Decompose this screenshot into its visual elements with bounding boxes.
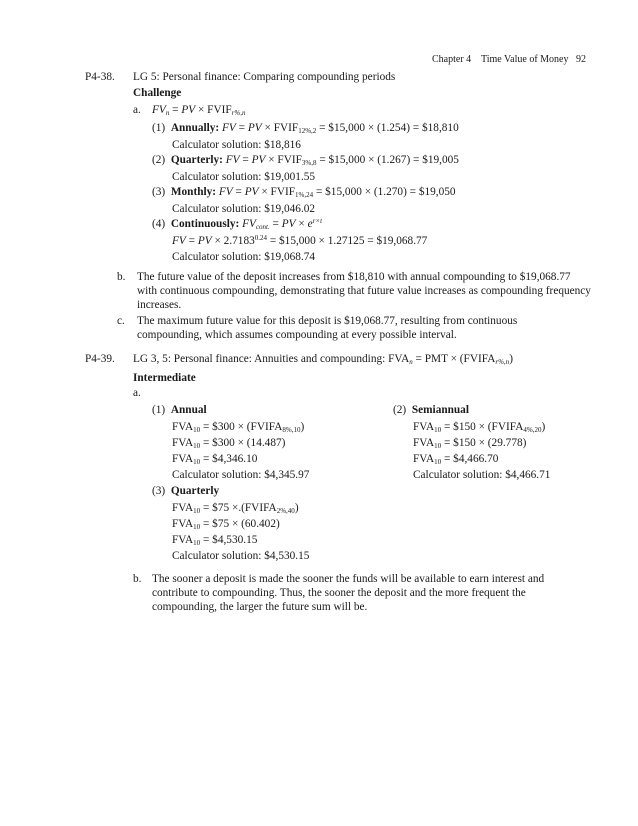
- annual-line-2: $FVA_{10}$ = $300 × (14.487): [172, 437, 286, 450]
- item-quarterly: (2) Quarterly: FV = PV × $FVIF_{3\%,8}$ = $15,000 × (1.267) = $19,005: [152, 154, 459, 167]
- problem-number-439: P4-39.: [85, 353, 115, 365]
- difficulty-439: Intermediate: [133, 372, 196, 384]
- quarterly-line-1: $FVA_{10}$ = $75 $\times.(FVIFA_{2\%,40})$: [172, 502, 299, 515]
- semiannual-calc: Calculator solution: $4,466.71: [413, 469, 551, 481]
- problem-title-439: LG 3, 5: Personal finance: Annuities and compounding: $FVA_n$ = PMT × $(FVIFA_{r\%,n})$: [133, 353, 513, 366]
- page-number: 92: [576, 54, 586, 65]
- calc-monthly: Calculator solution: $19,046.02: [172, 203, 316, 215]
- difficulty-438: Challenge: [133, 87, 182, 99]
- quarterly-calc: Calculator solution: $4,530.15: [172, 550, 310, 562]
- item-continuously: (4) Continuously: $FV_{cont.}$ = PV × $e^{r\times t}$: [152, 217, 323, 231]
- part-c-label-438: c.: [117, 315, 125, 327]
- item-annually: (1) Annually: FV = PV × $FVIF_{12\%,2}$ = $15,000 × (1.254) = $18,810: [152, 122, 459, 135]
- semiannual-line-2: $FVA_{10}$ = $150 × (29.778): [413, 437, 527, 450]
- running-header: [432, 53, 568, 67]
- annual-heading: (1) Annual: [152, 404, 207, 416]
- part-b-label-439: b.: [133, 573, 142, 585]
- calc-annually: Calculator solution: $18,816: [172, 139, 301, 151]
- quarterly-line-3: $FVA_{10}$ = $4,530.15: [172, 534, 258, 547]
- semiannual-heading: (2) Semiannual: [393, 404, 469, 416]
- part-a-label-438: a.: [133, 104, 141, 116]
- calc-continuously: Calculator solution: $19,068.74: [172, 251, 316, 263]
- item-monthly: (3) Monthly: FV = PV × $FVIF_{1\%,24}$ = $15,000 × (1.270) = $19,050: [152, 186, 456, 199]
- annual-line-3: $FVA_{10}$ = $4,346.10: [172, 453, 258, 466]
- quarterly-heading: (3) Quarterly: [152, 485, 220, 497]
- header-title: Time Value of Money: [480, 54, 569, 65]
- part-b-text-438: The future value of the deposit increases from $18,810 with annual compounding to $19,068.77 with continuous compounding, demonstrating that future value increases as compounding frequency increases.: [137, 271, 591, 311]
- part-b-label-438: b.: [117, 271, 126, 283]
- semiannual-line-3: $FVA_{10}$ = $4,466.70: [413, 453, 499, 466]
- part-b-text-439: The sooner a deposit is made the sooner the funds will be available to earn interest and contribute to compounding. Thus, the sooner the deposit and the more frequent the compounding, the larger the future sum will be.: [152, 573, 545, 613]
- part-c-text-438: The maximum future value for this deposit is $19,068.77, resulting from continuous compounding, which assumes compounding at every possible interval.: [137, 315, 518, 341]
- general-formula: $FV_n$ = PV × $FVIF_{r\%,n}$: [152, 104, 246, 117]
- annual-calc: Calculator solution: $4,345.97: [172, 469, 310, 481]
- problem-number-438: P4-38.: [85, 71, 115, 83]
- continuous-calculation: FV = PV × $2.7183^{0.24}$ = $15,000 × 1.27125 = $19,068.77: [172, 234, 428, 247]
- header-chapter: Chapter 4: [432, 54, 472, 65]
- quarterly-line-2: $FVA_{10}$ = $75 × (60.402): [172, 518, 280, 531]
- semiannual-line-1: $FVA_{10}$ = $150 × $(FVIFA_{4\%,20})$: [413, 421, 546, 434]
- calc-quarterly: Calculator solution: $19,001.55: [172, 171, 316, 183]
- problem-title-438: LG 5: Personal finance: Comparing compounding periods: [133, 71, 396, 83]
- annual-line-1: $FVA_{10}$ = $300 × $(FVIFA_{8\%,10})$: [172, 421, 305, 434]
- part-a-label-439: a.: [133, 387, 141, 399]
